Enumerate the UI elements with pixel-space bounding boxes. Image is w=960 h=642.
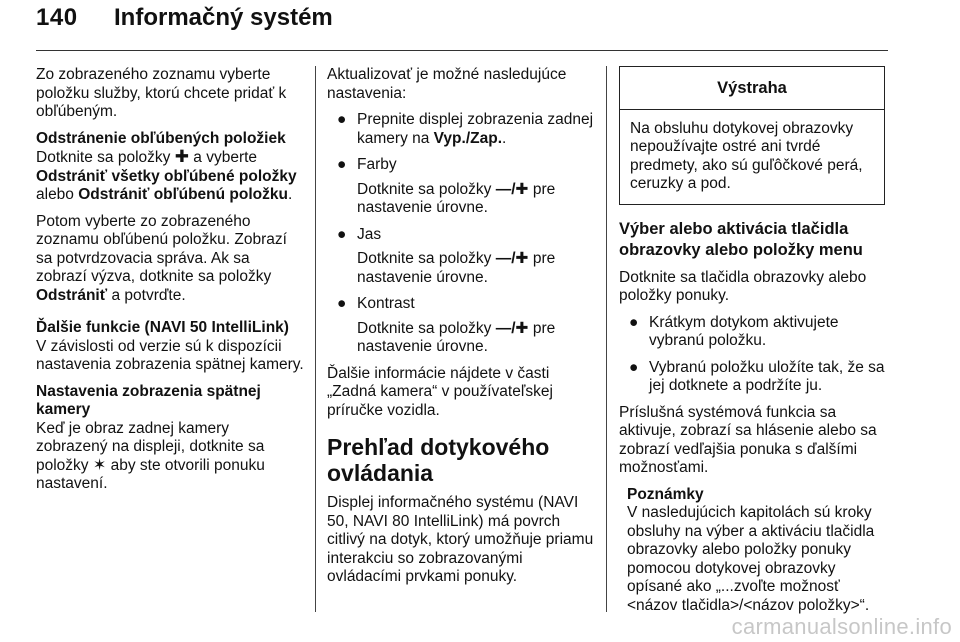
remove-favorites-heading: Odstránenie obľúbených položiek (36, 129, 286, 147)
select-paragraph: Dotknite sa tlačidla obrazovky alebo položky ponuky. (619, 268, 867, 304)
page-number: 140 (36, 4, 78, 31)
select-heading: Výber alebo aktivácia tlačidla obrazovky alebo položky menu (619, 219, 863, 259)
bullet-icon: ● (629, 358, 639, 376)
list-item: ● Prepnite displej zobrazenia zadnej kamery na Vyp./Zap.. (337, 111, 594, 147)
settings-list (327, 111, 597, 357)
header-rule (36, 50, 888, 51)
note-title: Poznámky (627, 485, 704, 503)
camera-settings-heading: Nastavenia zobrazenia spätnej kamery (36, 382, 261, 418)
more-functions-paragraph: V závislosti od verzie sú k dispozícii nastavenia zobrazenia spätnej kamery. (36, 337, 304, 373)
section-title: Prehľad dotykového ovládania (327, 434, 550, 486)
touch-list (619, 314, 885, 396)
bullet-icon: ● (337, 156, 347, 173)
bullet-icon: ● (337, 111, 347, 128)
gear-icon: ✶ (92, 456, 107, 474)
section-paragraph: Displej informačného systému (NAVI 50, NAVI 80 IntelliLink) má povrch citlivý na dotyk, ktorý umožňuje priamu interakciu so zobrazovanými ovládacími prvkami ponuky. (327, 494, 594, 585)
list-item: ● Krátkym dotykom aktivujete vybranú položku. (629, 313, 839, 349)
page-title: Informačný systém (114, 4, 333, 31)
function-paragraph: Príslušná systémová funkcia sa aktivuje, zobrazí sa hlásenie alebo sa zobrazí vedľajšia ponuka s ďalšími možnosťami. (619, 403, 877, 476)
bullet-icon: ● (629, 313, 639, 331)
plus-icon (175, 149, 189, 166)
warning-title: Výstraha (620, 67, 884, 110)
list-item: ● Kontrast Dotknite sa položky —/✚ pre nastavenie úrovne. (337, 295, 556, 355)
list-item: ● Jas Dotknite sa položky —/✚ pre nastavenie úrovne. (337, 225, 556, 286)
intro-paragraph: Zo zobrazeného zoznamu vyberte položku služby, ktorú chcete pridať k obľúbeným. (36, 66, 287, 120)
watermark: carmanualsonline.info (731, 614, 952, 639)
minus-plus-icon: —/✚ (495, 180, 529, 198)
more-info-paragraph: Ďalšie informácie nájdete v časti „Zadná kamera“ v používateľskej príručke vozidla. (327, 364, 553, 419)
note-text: V nasledujúcich kapitolách sú kroky obsluhy na výber a aktiváciu tlačidla obrazovky alebo položky ponuky pomocou dotykovej obrazovky opísané ako „...zvoľte možnosť <názov tlačidla>/<názov položky>“. (627, 504, 875, 614)
bullet-icon: ● (337, 295, 347, 312)
bullet-icon: ● (337, 225, 347, 243)
settings-intro: Aktualizovať je možné nasledujúce nastavenia: (327, 66, 567, 102)
column-2 (327, 66, 597, 595)
warning-text: Na obsluhu dotykovej obrazovky nepoužívajte ostré ani tvrdé predmety, ako sú guľôčkové perá, ceruzky a pod. (630, 119, 863, 192)
column-divider-1 (315, 66, 316, 612)
note-block (619, 486, 885, 616)
confirm-paragraph: Potom vyberte zo zobrazeného zoznamu obľúbenú položku. Zobrazí sa potvrdzovacia správa. Ak sa zobrazí výzva, dotknite sa položky Odstrániť a potvrďte. (36, 212, 287, 304)
column-divider-2 (606, 66, 607, 612)
remove-favorites-paragraph: Dotknite sa položky ✚ a vyberte Odstrániť všetky obľúbené položky alebo Odstrániť obľúbenú položku. (36, 148, 304, 205)
column-1 (36, 66, 304, 502)
list-item: ● Vybranú položku uložíte tak, že sa jej dotknete a podržíte ju. (629, 358, 885, 394)
more-functions-heading: Ďalšie funkcie (NAVI 50 IntelliLink) (36, 319, 289, 336)
warning-box (619, 66, 885, 205)
minus-plus-icon: —/✚ (495, 319, 529, 337)
minus-plus-icon: —/✚ (495, 250, 529, 267)
column-3 (619, 66, 885, 615)
camera-settings-paragraph: Keď je obraz zadnej kamery zobrazený na displeji, dotknite sa položky ✶ aby ste otvorili ponuku nastavení. (36, 419, 265, 492)
list-item: ● Farby Dotknite sa položky —/✚ pre nastavenie úrovne. (337, 156, 556, 216)
